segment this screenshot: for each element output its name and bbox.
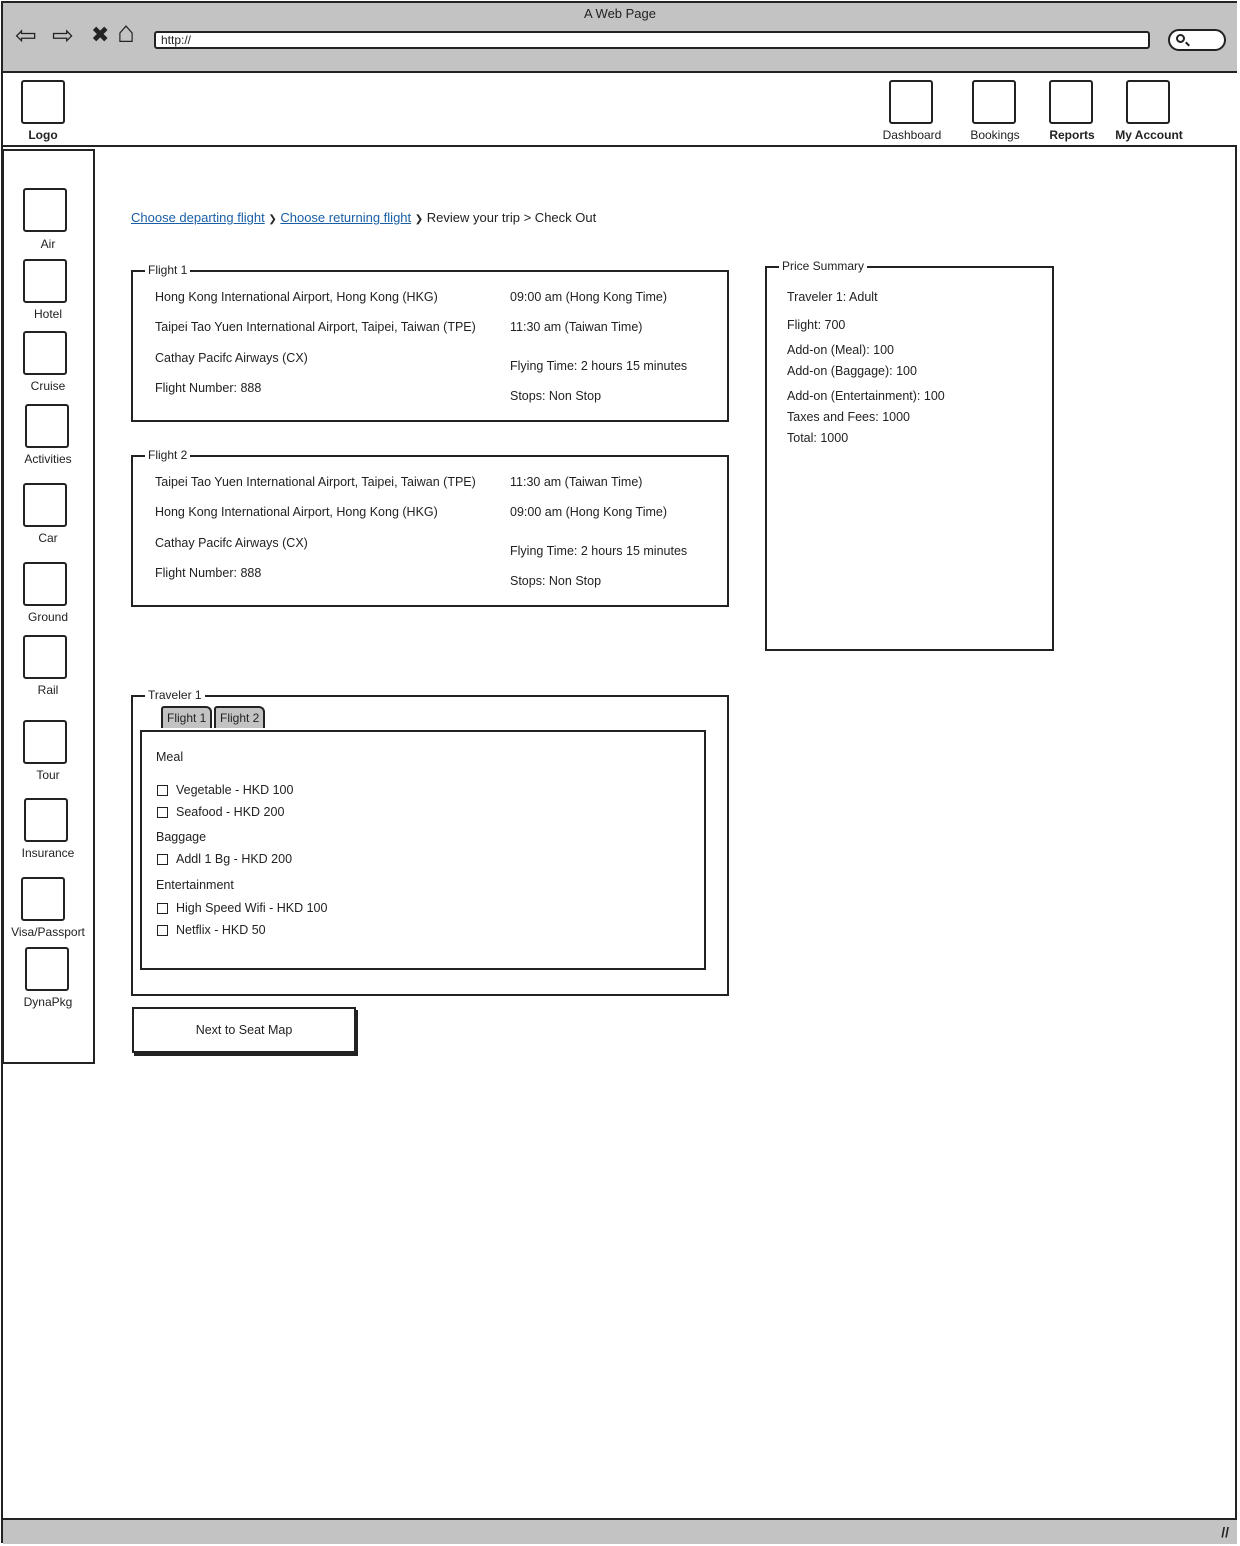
- flight-1-panel: [131, 263, 729, 422]
- sidebar-item-air[interactable]: Air: [40, 237, 56, 251]
- vegetable-label[interactable]: Vegetable - HKD 100: [176, 783, 294, 797]
- nav-bookings[interactable]: Bookings: [970, 128, 1020, 142]
- flight-2-stops: Stops: Non Stop: [510, 574, 602, 588]
- flight-1-destination: Taipei Tao Yuen International Airport, Taipei, Taiwan (TPE): [155, 320, 476, 334]
- sidebar-item-rail[interactable]: Rail: [37, 683, 59, 697]
- flight-2-destination: Hong Kong International Airport, Hong Kong (HKG): [155, 505, 438, 519]
- sidebar-item-hotel[interactable]: Hotel: [33, 307, 62, 321]
- price-traveler: Traveler 1: Adult: [787, 290, 878, 304]
- hotel-icon[interactable]: [23, 259, 67, 303]
- flight-1-number: Flight Number: 888: [155, 381, 262, 395]
- next-to-seat-map-button[interactable]: Next to Seat Map: [132, 1007, 356, 1053]
- ground-icon[interactable]: [23, 562, 67, 606]
- price-addon-baggage: Add-on (Baggage): 100: [787, 364, 917, 378]
- back-arrow-icon[interactable]: ⇦: [15, 20, 37, 50]
- browser-search-button[interactable]: [1168, 29, 1226, 51]
- car-icon[interactable]: [23, 483, 67, 527]
- flight-1-flying-time: Flying Time: 2 hours 15 minutes: [510, 359, 688, 373]
- addons-tab-panel: [140, 730, 706, 970]
- flight-2-legend: Flight 2: [145, 447, 190, 463]
- url-input[interactable]: http://: [154, 31, 1150, 49]
- price-flight: Flight: 700: [787, 318, 846, 332]
- search-icon: [1176, 34, 1185, 43]
- netflix-checkbox[interactable]: [157, 925, 168, 936]
- forward-arrow-icon[interactable]: ⇨: [52, 20, 74, 50]
- stop-icon[interactable]: ✖: [91, 22, 110, 47]
- status-bar: [3, 1518, 1237, 1544]
- price-taxes: Taxes and Fees: 1000: [787, 410, 910, 424]
- logo-image: [21, 80, 65, 124]
- chevron-right-icon: ❯: [268, 214, 277, 225]
- sidebar-item-activities[interactable]: Activities: [24, 452, 72, 466]
- vegetable-checkbox[interactable]: [157, 785, 168, 796]
- rail-icon[interactable]: [23, 635, 67, 679]
- netflix-label[interactable]: Netflix - HKD 50: [176, 923, 266, 937]
- sidebar-item-car[interactable]: Car: [38, 531, 58, 545]
- traveler-1-panel: [131, 688, 729, 996]
- price-summary-legend: Price Summary: [779, 258, 867, 274]
- flight-2-depart-time: 11:30 am (Taiwan Time): [510, 475, 643, 489]
- activities-icon[interactable]: [25, 404, 69, 448]
- flight-1-origin: Hong Kong International Airport, Hong Kong (HKG): [155, 290, 438, 304]
- sidebar: [2, 149, 95, 1064]
- logo-label: Logo: [28, 128, 58, 142]
- entertainment-heading: Entertainment: [156, 878, 234, 892]
- flight-2-number: Flight Number: 888: [155, 566, 262, 580]
- price-addon-entertainment: Add-on (Entertainment): 100: [787, 389, 945, 403]
- tab-flight-1[interactable]: Flight 1: [161, 706, 212, 728]
- sidebar-item-cruise[interactable]: Cruise: [30, 379, 66, 393]
- nav-dashboard[interactable]: Dashboard: [882, 128, 942, 142]
- seafood-checkbox[interactable]: [157, 807, 168, 818]
- flight-1-depart-time: 09:00 am (Hong Kong Time): [510, 290, 668, 304]
- baggage-heading: Baggage: [156, 830, 207, 844]
- chevron-right-icon: ❯: [414, 214, 424, 225]
- nav-reports[interactable]: Reports: [1049, 128, 1095, 142]
- seafood-label[interactable]: Seafood - HKD 200: [176, 805, 285, 819]
- sidebar-item-insurance[interactable]: Insurance: [21, 846, 75, 860]
- breadcrumb: [131, 210, 596, 225]
- flight-2-flying-time: Flying Time: 2 hours 15 minutes: [510, 544, 688, 558]
- breadcrumb-link-departing[interactable]: Choose departing flight: [131, 210, 265, 225]
- addl-bag-label[interactable]: Addl 1 Bg - HKD 200: [176, 852, 293, 866]
- cruise-icon[interactable]: [23, 331, 67, 375]
- dynapkg-icon[interactable]: [25, 947, 69, 991]
- price-addon-meal: Add-on (Meal): 100: [787, 343, 895, 357]
- flight-1-arrive-time: 11:30 am (Taiwan Time): [510, 320, 643, 334]
- flight-2-arrive-time: 09:00 am (Hong Kong Time): [510, 505, 668, 519]
- traveler-1-legend: Traveler 1: [145, 687, 205, 703]
- addl-bag-checkbox[interactable]: [157, 854, 168, 865]
- breadcrumb-link-returning[interactable]: Choose returning flight: [280, 210, 412, 225]
- flight-1-legend: Flight 1: [145, 262, 190, 278]
- wifi-label[interactable]: High Speed Wifi - HKD 100: [176, 901, 328, 915]
- price-summary-panel: [765, 259, 1054, 651]
- breadcrumb-current: Review your trip > Check Out: [426, 210, 597, 225]
- sidebar-item-visa-passport[interactable]: Visa/Passport: [11, 925, 85, 939]
- dashboard-icon[interactable]: [889, 80, 933, 124]
- home-icon[interactable]: ⌂: [117, 16, 136, 49]
- tab-flight-2[interactable]: Flight 2: [214, 706, 265, 728]
- reports-icon[interactable]: [1049, 80, 1093, 124]
- flight-1-stops: Stops: Non Stop: [510, 389, 602, 403]
- sidebar-item-dynapkg[interactable]: DynaPkg: [23, 995, 73, 1009]
- sidebar-item-ground[interactable]: Ground: [27, 610, 69, 624]
- bookings-icon[interactable]: [972, 80, 1016, 124]
- meal-heading: Meal: [156, 750, 184, 764]
- wifi-checkbox[interactable]: [157, 903, 168, 914]
- visa-passport-icon[interactable]: [21, 877, 65, 921]
- flight-2-panel: [131, 448, 729, 607]
- window-title: A Web Page: [583, 6, 657, 21]
- resize-grip-icon[interactable]: //: [1221, 1524, 1229, 1540]
- sidebar-item-tour[interactable]: Tour: [36, 768, 60, 782]
- tour-icon[interactable]: [23, 720, 67, 764]
- price-total: Total: 1000: [787, 431, 849, 445]
- flight-2-airline: Cathay Pacifc Airways (CX): [155, 536, 308, 550]
- flight-2-origin: Taipei Tao Yuen International Airport, Taipei, Taiwan (TPE): [155, 475, 476, 489]
- air-icon[interactable]: [23, 188, 67, 232]
- nav-my-account[interactable]: My Account: [1115, 128, 1183, 142]
- flight-1-airline: Cathay Pacifc Airways (CX): [155, 351, 308, 365]
- my-account-icon[interactable]: [1126, 80, 1170, 124]
- insurance-icon[interactable]: [24, 798, 68, 842]
